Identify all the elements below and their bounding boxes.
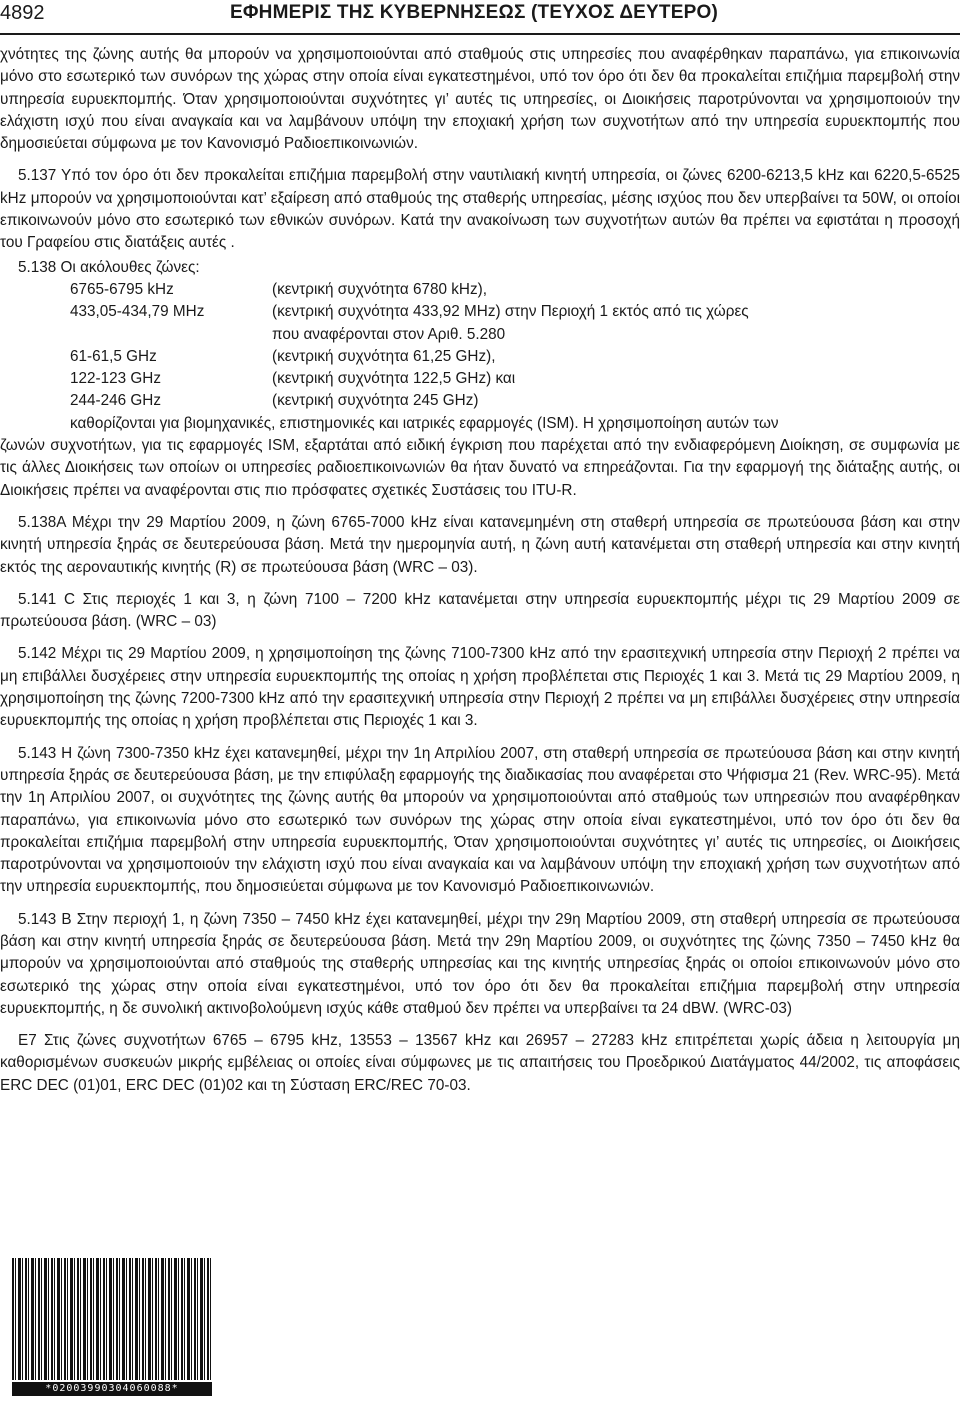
zone-center-frequency: (κεντρική συχνότητα 122,5 GHz) και [272,370,516,388]
ism-zones-list [0,279,960,413]
header-divider [0,33,960,35]
paragraph-5-138-rest: ζωνών συχνοτήτων, για τις εφαρμογές ISM, εξαρτάται από ειδική έγκριση που παρέχεται από την ενδιαφερόμενη Διοίκηση, σε συμφωνία με τις άλλες Διοικήσεις των οποίων οι υπηρεσίες ραδιοεπικοινωνιών θα ήταν δυνατό να επηρεάζονται. Για την εφαρμογή της διάταξης αυτής, οι Διοικήσεις πρέπει να αναφέρονται στις πιο πρόσφατες σχετικές Συστάσεις του ITU-R. [0,437,960,499]
paragraph-intro: χνότητες της ζώνης αυτής θα μπορούν να χρησιμοποιούνται από σταθμούς στις υπηρεσίες που αναφέρθηκαν παραπάνω, για επικοινωνία μόνο στο εσωτερικό των συνόρων της χώρας στην οποία είναι εγκατεστημένοι, υπό τον όρο ότι δεν θα προκαλείται επιζήμια παρεμβολή στην υπηρεσία ευρυεκπομπής. Όταν χρησιμοποιούνται συχνότητες γι’ αυτές τις υπηρεσίες, οι Διοικήσεις παροτρύνονται να χρησιμοποιούν την ελάχιστη ισχύ που είναι αναγκαία και να λαμβάνουν υπόψη την εποχιακή χρήση των συχνοτήτων από την υπηρεσία ευρυεκπομπής που δημοσιεύεται σύμφωνα με τον Κανονισμό Ραδιοεπικοινωνιών. [0,46,960,153]
paragraph-5-142: 5.142 Μέχρι τις 29 Μαρτίου 2009, η χρησιμοποίηση της ζώνης 7100-7300 kHz από την ερασιτεχνική υπηρεσία στην Περιοχή 2 πρέπει να μη επιβάλλει δυσχέρειες στην υπηρεσία ευρυεκπομπής της οποίας η χρήση προβλέπεται στις Περιοχές 1 και 3. Μετά τις 29 Μαρτίου 2009, η χρησιμοποίηση της ζώνης 7200-7300 kHz από την ερασιτεχνική υπηρεσία στην Περιοχή 2 πρέπει να μη επιβάλλει δυσχέρειες στην υπηρεσία ευρυεκπομπής της οποίας η χρήση προβλέπεται στις Περιοχές 1 και 3. [0,645,960,730]
paragraph-5-143b: 5.143 B Στην περιοχή 1, η ζώνη 7350 – 7450 kHz έχει κατανεμηθεί, μέχρι την 29η Μαρτίου 2009, στη σταθερή υπηρεσία σε πρωτεύουσα βάση και στην κινητή υπηρεσία ξηράς σε δευτερεύουσα βάση. Μετά την 29η Μαρτίου 2009, οι συχνότητες της ζώνης 7350 – 7450 kHz θα μπορούν να χρησιμοποιούνται από σταθμούς της σταθερής υπηρεσίας και της κινητής υπηρεσίας ξηράς οι οποίοι επικοινωνούν μόνο στο εσωτερικό της χώρας στην οποία είναι εγκατεστημένοι, υπό τον όρο ότι δεν θα προκαλείται επιζήμια παρεμβολή στην υπηρεσία ευρυεκπομπής, η δε συνολική ακτινοβολούμενη ισχύς κάθε σταθμού δεν πρέπει να υπερβαίνει τα 24 dBW. (WRC-03) [0,910,960,1017]
paragraph-5-137: 5.137 Υπό τον όρο ότι δεν προκαλείται επιζήμια παρεμβολή στην ναυτιλιακή κινητή υπηρεσία, οι ζώνες 6200-6213,5 kHz και 6220,5-6525 kHz μπορούν να χρησιμοποιούνται κατ’ εξαίρεση από σταθμούς της σταθερής υπηρεσίας, μέσης ισχύος που δεν υπερβαίνει τα 50W, οι οποίοι επικοινωνούν μόνο στο εσωτερικό των εθνικών συνόρων. Κατά την ανακοίνωση των συχνοτήτων αυτών θα πρέπει να εφιστάται η προσοχή του Γραφείου στις διατάξεις αυτές . [0,167,960,252]
gazette-title: ΕΦΗΜΕΡΙΣ ΤΗΣ ΚΥΒΕΡΝΗΣΕΩΣ (ΤΕΥΧΟΣ ΔΕΥΤΕΡΟ) [230,2,718,23]
zone-row [0,346,960,368]
zone-center-frequency: (κεντρική συχνότητα 433,92 MHz) στην Περιοχή 1 εκτός από τις χώρες [272,303,749,321]
zone-center-frequency: (κεντρική συχνότητα 6780 kHz), [272,280,487,298]
zone-center-frequency: (κεντρική συχνότητα 245 GHz) [272,392,479,410]
zone-band: 122-123 GHz [70,370,161,388]
paragraph-e7: Ε7 Στις ζώνες συχνοτήτων 6765 – 6795 kHz, 13553 – 13567 kHz και 26957 – 27283 kHz επιτρέπεται χωρίς άδεια η λειτουργία μη καθορισμένων συσκευών μικρής εμβέλειας οι οποίες είναι σύμφωνες με τις απαιτήσεις του Προεδρικού Διατάγματος 44/2002, τις αποφάσεις ERC DEC (01)01, ERC DEC (01)02 και τη Σύσταση ERC/REC 70-03. [0,1032,960,1094]
zone-band: 244-246 GHz [70,392,161,410]
barcode-number: *02003990304060088* [12,1382,212,1396]
zone-center-frequency: που αναφέρονται στον Αριθ. 5.280 [272,325,506,343]
barcode-bars [12,1258,212,1380]
zone-band: 433,05-434,79 MHz [70,303,205,321]
zone-row [0,368,960,390]
page-number: 4892 [0,2,45,24]
zone-band: 61-61,5 GHz [70,347,157,365]
zone-row [0,390,960,412]
barcode [12,1258,212,1398]
paragraph-5-143: 5.143 Η ζώνη 7300-7350 kHz έχει κατανεμηθεί, μέχρι την 1η Απριλίου 2007, στη σταθερή υπηρεσία σε πρωτεύουσα βάση και στην κινητή υπηρεσία ξηράς σε δευτερεύουσα βάση, με την επιφύλαξη εφαρμογής της διαδικασίας που αναφέρεται στο Ψήφισμα 21 (Rev. WRC-95). Μετά την 1η Απριλίου 2007, οι συχνότητες της ζώνης αυτής θα μπορούν να χρησιμοποιούνται από σταθμούς των υπηρεσιών που αναφέρθηκαν παραπάνω, για επικοινωνία μόνο στο εσωτερικό των συνόρων της χώρας στην οποία είναι εγκατεστημένοι, υπό τον όρο ότι δεν θα προκαλείται επιζήμια παρεμβολή στην υπηρεσία ευρυεκπομπής, Όταν χρησιμοποιούνται συχνότητες γι’ αυτές τις υπηρεσίες, οι Διοικήσεις παροτρύνονται να χρησιμοποιούν την ελάχιστη ισχύ που είναι αναγκαία και να λαμβάνουν υπόψη την εποχιακή χρήση των συχνοτήτων από την υπηρεσία ευρυεκπομπής, που δημοσιεύεται σύμφωνα με τον Κανονισμό Ραδιοεπικοινωνιών. [0,744,960,896]
zone-row [0,279,960,301]
page-header [0,0,960,30]
paragraph-5-138-lead: 5.138 Οι ακόλουθες ζώνες: [18,258,200,276]
paragraph-5-138a: 5.138A Μέχρι την 29 Μαρτίου 2009, η ζώνη 6765-7000 kHz είναι κατανεμημένη στη σταθερή υπηρεσία σε πρωτεύουσα βάση και στην κινητή υπηρεσία ξηράς σε δευτερεύουσα βάση. Μετά την ημερομηνία αυτή, η ζώνη αυτή κατανέμεται στη σταθερή υπηρεσία και στην κινητή εκτός της αεροναυτικής κινητής (R) σε πρωτεύουσα βάση (WRC – 03). [0,513,960,576]
document-body [0,44,960,1097]
paragraph-5-141c: 5.141 C Στις περιοχές 1 και 3, η ζώνη 7100 – 7200 kHz κατανέμεται στην υπηρεσία ευρυεκπομπής μέχρι τις 29 Μαρτίου 2009 σε πρωτεύουσα βάση. (WRC – 03) [0,590,960,631]
zone-row [0,301,960,323]
paragraph-5-138-note: καθορίζονται για βιομηχανικές, επιστημονικές και ιατρικές εφαρμογές (ISM). Η χρησιμοποίηση αυτών των [70,414,779,432]
zone-band: 6765-6795 kHz [70,280,174,298]
zone-row [0,324,960,346]
zone-center-frequency: (κεντρική συχνότητα 61,25 GHz), [272,347,496,365]
